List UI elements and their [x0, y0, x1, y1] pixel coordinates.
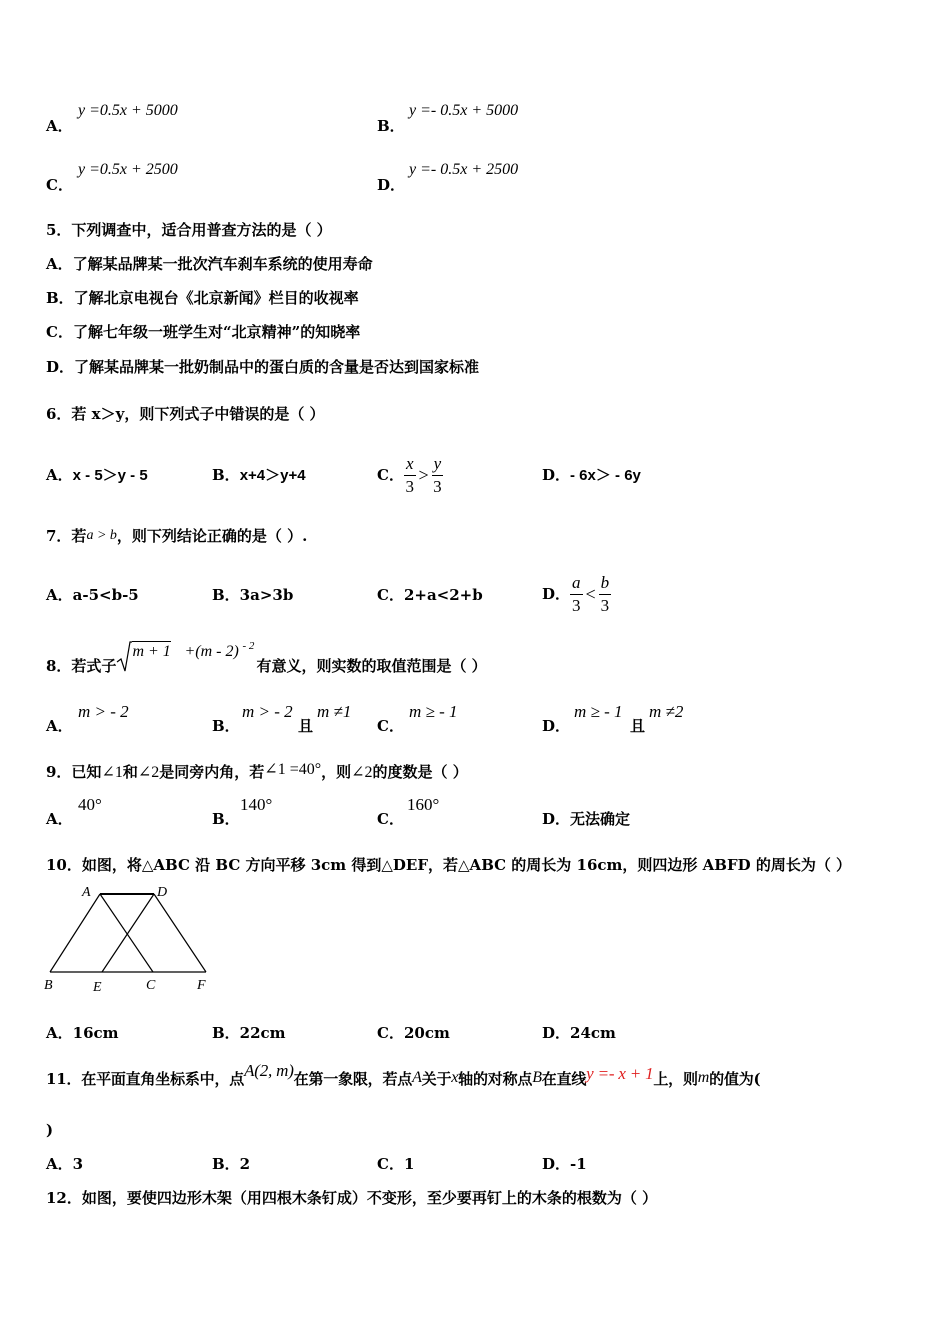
- q10-option-c: C．20cm: [377, 1024, 450, 1042]
- q8-stem: [46, 640, 487, 676]
- q8-option-d-and: 且: [630, 717, 646, 735]
- q8-option-c-label: C．: [377, 717, 404, 735]
- q11-point-a: A: [412, 1069, 422, 1086]
- q4-option-d: [377, 161, 519, 195]
- q9-angle2: ∠2: [137, 764, 160, 781]
- q9-option-b-text: 140°: [240, 795, 273, 814]
- q7-option-d-frac1: [570, 572, 583, 617]
- q7-option-d-label: D．: [542, 585, 571, 603]
- q8-option-b: [212, 702, 352, 736]
- q4-option-b: [377, 102, 519, 136]
- q6-option-c-frac2: [432, 453, 444, 498]
- q7-option-b: B．3a>3b: [212, 586, 294, 604]
- q11-p6: 上，则: [653, 1070, 698, 1088]
- q4-option-d-label: D．: [377, 176, 406, 194]
- q6-option-d: [542, 465, 641, 486]
- q9-mid: 是同旁内角，若: [159, 763, 265, 781]
- q11-line-equation: y =- x + 1: [586, 1064, 654, 1083]
- q11-p3: 关于: [421, 1070, 452, 1088]
- q9-option-b-label: B．: [212, 810, 240, 828]
- q8-option-b-cond2: m ≠1: [317, 702, 352, 721]
- sqrt-sign-icon: [116, 640, 132, 674]
- q8-option-d: [542, 702, 684, 736]
- q9-option-a-label: A．: [46, 810, 73, 828]
- q9-stem-pre: 9．已知: [46, 763, 102, 781]
- q4-option-d-eq: y =- 0.5x + 2500: [409, 161, 519, 178]
- q8-option-a-label: A．: [46, 717, 73, 735]
- q7-stem: [46, 526, 307, 548]
- q11-option-d: D．-1: [542, 1155, 587, 1173]
- q9-condition: ∠1 =40°: [264, 761, 322, 778]
- q4-option-a: [46, 102, 178, 136]
- q10-label-d: D: [157, 885, 168, 900]
- q4-option-a-label: A．: [46, 117, 73, 135]
- q10-label-c: C: [146, 978, 156, 993]
- q6-option-a: [46, 465, 148, 486]
- q10-label-b: B: [44, 978, 53, 993]
- q7-option-a: A．a-5<b-5: [46, 586, 139, 604]
- q7-stem-pre: 7．若: [46, 527, 87, 545]
- q8-option-d-label: D．: [542, 717, 571, 735]
- q11-point: A(2, m): [244, 1061, 294, 1080]
- q9-option-a-text: 40°: [78, 795, 102, 814]
- frac-denominator: 3: [600, 595, 610, 615]
- q11-stem: [46, 1061, 761, 1090]
- q8-option-b-label: B．: [212, 717, 240, 735]
- frac-denominator: 3: [405, 476, 414, 496]
- q8-stem-pre: 8．若式子: [46, 657, 117, 675]
- q8-exponent: - 2: [242, 640, 255, 652]
- q10-stem: 10．如图，将△ABC 沿 BC 方向平移 3cm 得到△DEF，若△ABC 的周长为 16cm，则四边形 ABFD 的周长为（ ）: [46, 856, 852, 874]
- q10-label-a: A: [82, 885, 91, 900]
- q8-root-content: m + 1: [132, 643, 171, 660]
- q8-option-a: [46, 702, 129, 736]
- q6-option-b: [212, 465, 306, 486]
- q5-option-c: C．了解七年级一班学生对“北京精神”的知晓率: [46, 323, 361, 341]
- frac-numerator: a: [570, 572, 583, 595]
- q8-expr: +(m - 2): [184, 643, 239, 660]
- q9-option-c-label: C．: [377, 810, 404, 828]
- q6-option-d-label: D．: [542, 466, 571, 484]
- q10-figure-lines: [50, 894, 206, 972]
- q4-option-c-label: C．: [46, 176, 73, 194]
- q8-option-b-cond1: m > - 2: [242, 702, 293, 721]
- q12-stem: 12．如图，要使四边形木架（用四根木条钉成）不变形，至少要再钉上的木条的根数为（ ）: [46, 1189, 658, 1207]
- q4-option-c: [46, 161, 178, 195]
- q8-option-c-text: m ≥ - 1: [409, 702, 458, 721]
- q6-stem: 6．若 x＞y，则下列式子中错误的是（ ）: [46, 405, 325, 423]
- q9-option-a: [46, 795, 102, 829]
- q5-stem: 5．下列调查中，适合用普查方法的是（ ）: [46, 221, 332, 239]
- q11-p5: 在直线: [541, 1070, 587, 1088]
- frac-denominator: 3: [572, 595, 581, 615]
- q4-option-c-eq: y =0.5x + 2500: [78, 161, 178, 178]
- q9-stem-post: 的度数是（ ）: [372, 763, 468, 781]
- q11-option-c: C．1: [377, 1155, 415, 1173]
- q9-angle2b: ∠2: [351, 764, 373, 781]
- q6-option-c-frac1: [404, 453, 416, 498]
- q10-label-f: F: [197, 978, 206, 993]
- q7-stem-post: ，则下列结论正确的是（ ）.: [116, 527, 308, 545]
- q4-option-b-label: B．: [377, 117, 405, 135]
- q8-option-c: [377, 702, 458, 736]
- q8-option-a-text: m > - 2: [78, 702, 129, 721]
- q7-option-d-frac2: [599, 572, 612, 617]
- q4-option-b-eq: y =- 0.5x + 5000: [409, 102, 519, 119]
- q11-p1: 11．在平面直角坐标系中，点: [46, 1070, 245, 1088]
- q10-option-b: B．22cm: [212, 1024, 286, 1042]
- q6-option-b-text: x+4＞y+4: [239, 467, 306, 484]
- q11-point-b: B: [532, 1069, 542, 1086]
- q9-option-d: D．无法确定: [542, 810, 631, 828]
- q11-p7: 的值为(: [709, 1070, 761, 1088]
- q8-option-d-cond1: m ≥ - 1: [574, 702, 623, 721]
- q9-option-c-text: 160°: [407, 795, 440, 814]
- q10-label-e: E: [93, 980, 102, 995]
- q6-option-c-label: C．: [377, 466, 404, 484]
- q8-option-d-cond2: m ≠2: [649, 702, 684, 721]
- q11-p4: 轴的对称点: [458, 1070, 533, 1088]
- q6-option-d-text: - 6x＞ - 6y: [570, 467, 641, 484]
- q11-option-a: A．3: [46, 1155, 84, 1173]
- q6-option-c: [377, 442, 443, 508]
- q9-stem: [46, 762, 468, 783]
- q10-option-d: D．24cm: [542, 1024, 616, 1042]
- q9-angle1: ∠1: [101, 764, 123, 781]
- q11-m: m: [697, 1069, 710, 1086]
- q9-option-b: [212, 795, 273, 829]
- frac-numerator: x: [404, 453, 416, 476]
- q4-option-a-eq: y =0.5x + 5000: [78, 102, 178, 119]
- q8-expression: [116, 640, 256, 676]
- q9-and: 和: [122, 763, 138, 781]
- q10-option-a: A．16cm: [46, 1024, 119, 1042]
- q6-option-a-label: A．: [46, 466, 73, 484]
- q5-option-a: A．了解某品牌某一批次汽车刹车系统的使用寿命: [46, 255, 373, 273]
- q8-option-b-and: 且: [298, 717, 314, 735]
- q6-option-a-text: x - 5＞y - 5: [72, 467, 148, 484]
- frac-numerator: y: [432, 453, 444, 476]
- q8-stem-post: 有意义，则实数的取值范围是（ ）: [256, 657, 487, 675]
- q11-p2: 在第一象限，若点: [293, 1070, 413, 1088]
- q6-option-c-relation: >: [418, 465, 429, 485]
- q7-option-d-relation: <: [585, 584, 596, 604]
- q11-close-paren: ): [46, 1121, 54, 1139]
- q9-mid2: ，则: [321, 763, 352, 781]
- q11-axis-x: x: [451, 1069, 459, 1086]
- q10-figure: [40, 880, 220, 1000]
- q5-option-d: D．了解某品牌某一批奶制品中的蛋白质的含量是否达到国家标准: [46, 358, 480, 376]
- q7-option-c: C．2+a<2+b: [377, 586, 483, 604]
- q7-option-d: [542, 561, 611, 627]
- frac-denominator: 3: [433, 476, 442, 496]
- q7-stem-math: a > b: [86, 528, 117, 543]
- q11-option-b: B．2: [212, 1155, 251, 1173]
- q9-option-c: [377, 795, 440, 829]
- frac-numerator: b: [599, 572, 612, 595]
- q5-option-b: B．了解北京电视台《北京新闻》栏目的收视率: [46, 289, 359, 307]
- q6-option-b-label: B．: [212, 466, 240, 484]
